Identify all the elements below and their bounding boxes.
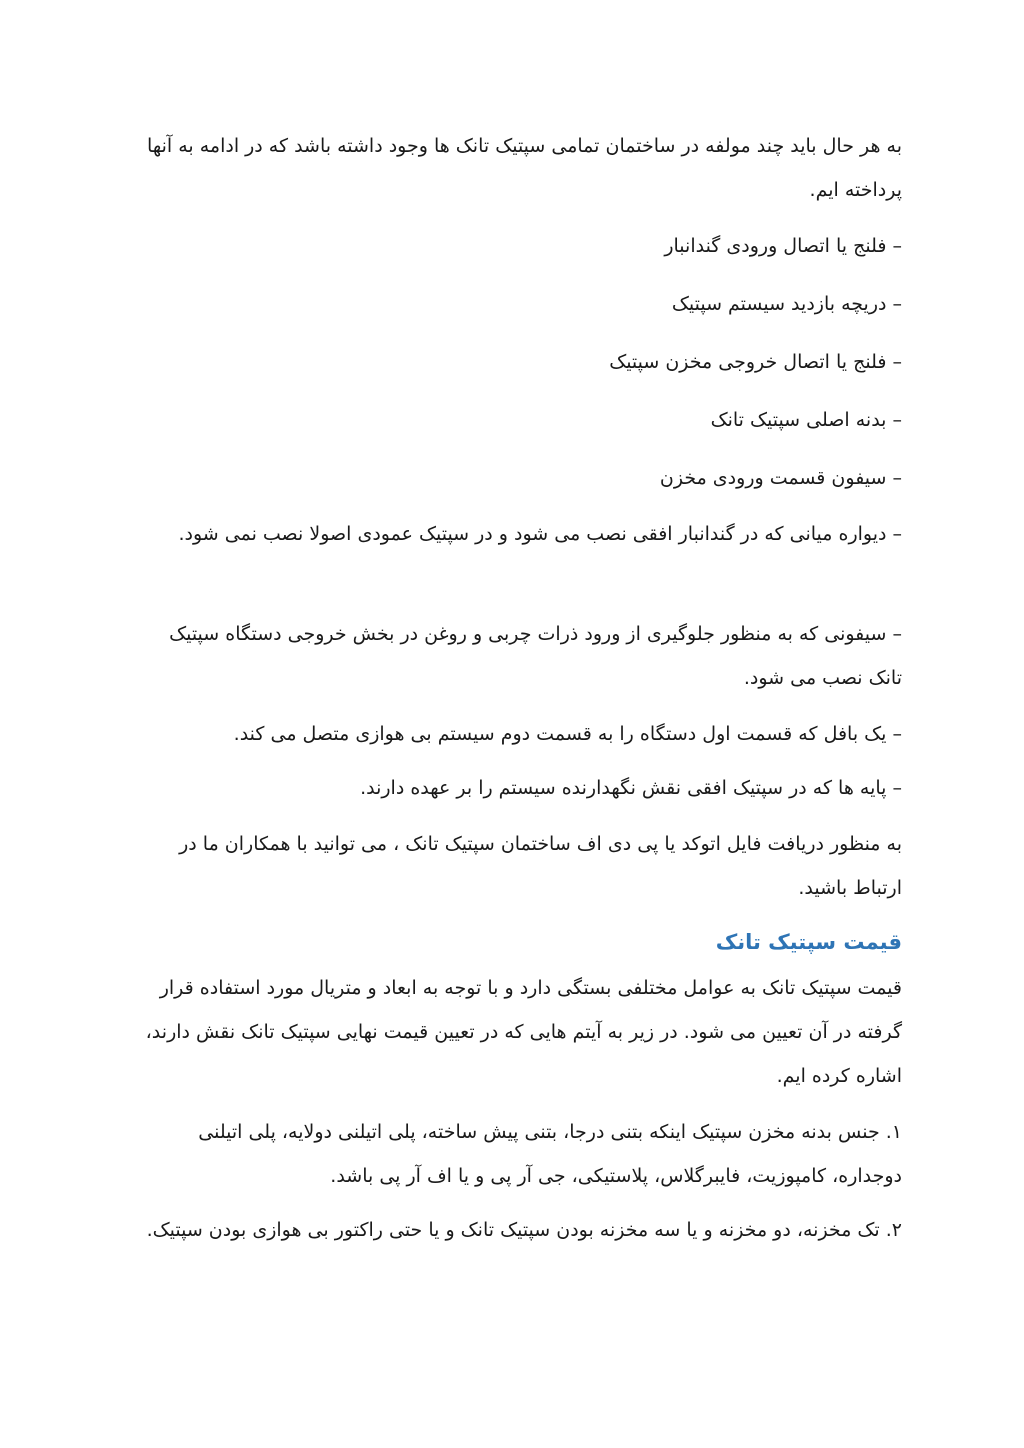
- contact-paragraph: به منظور دریافت فایل اتوکد یا پی دی اف ساختمان سپتیک تانک ، می توانید با همکاران ما در ارتباط باشید.: [179, 833, 902, 899]
- component-outlet-siphon: – سیفونی که به منظور جلوگیری از ورود ذرات چربی و روغن در بخش خروجی دستگاه سپتیک تانک نصب می شود.: [169, 623, 902, 689]
- component-main-body: – بدنه اصلی سپتیک تانک: [710, 409, 902, 431]
- component-outlet-flange: – فلنج یا اتصال خروجی مخزن سپتیک: [609, 351, 902, 373]
- component-middle-wall: – دیواره میانی که در گندانبار افقی نصب می شود و در سپتیک عمودی اصولا نصب نمی شود.: [178, 523, 902, 545]
- component-baffle: – یک بافل که قسمت اول دستگاه را به قسمت دوم سیستم بی هوازی متصل می کند.: [233, 723, 902, 745]
- component-inlet-flange: – فلنج یا اتصال ورودی گندانبار: [664, 235, 902, 257]
- component-supports: – پایه ها که در سپتیک افقی نقش نگهدارنده سیستم را بر عهده دارند.: [360, 777, 902, 799]
- price-item-material: ۱. جنس بدنه مخزن سپتیک اینکه بتنی درجا، بتنی پیش ساخته، پلی اتیلنی دولایه، پلی اتیلنی دوجداره، کامپوزیت، فایبرگلاس، پلاستیکی، جی آر پی و یا اف آر پی باشد.: [198, 1121, 902, 1187]
- price-item-tank-count: ۲. تک مخزنه، دو مخزنه و یا سه مخزنه بودن سپتیک تانک و یا حتی راکتور بی هوازی بودن سپتیک.: [146, 1219, 902, 1241]
- price-intro-paragraph: قیمت سپتیک تانک به عوامل مختلفی بستگی دارد و با توجه به ابعاد و متریال مورد استفاده قرار گرفته در آن تعیین می شود. در زیر به آیتم هایی که در تعیین قیمت نهایی سپتیک تانک نقش دارند، اشاره کرده ایم.: [145, 977, 902, 1087]
- component-inspection-hatch: – دریچه بازدید سیستم سپتیک: [671, 293, 902, 315]
- price-heading: قیمت سپتیک تانک: [715, 930, 902, 954]
- intro-paragraph: به هر حال باید چند مولفه در ساختمان تمامی سپتیک تانک ها وجود داشته باشد که در ادامه به آنها پرداخته ایم.: [147, 135, 902, 201]
- component-inlet-siphon: – سیفون قسمت ورودی مخزن: [659, 467, 902, 489]
